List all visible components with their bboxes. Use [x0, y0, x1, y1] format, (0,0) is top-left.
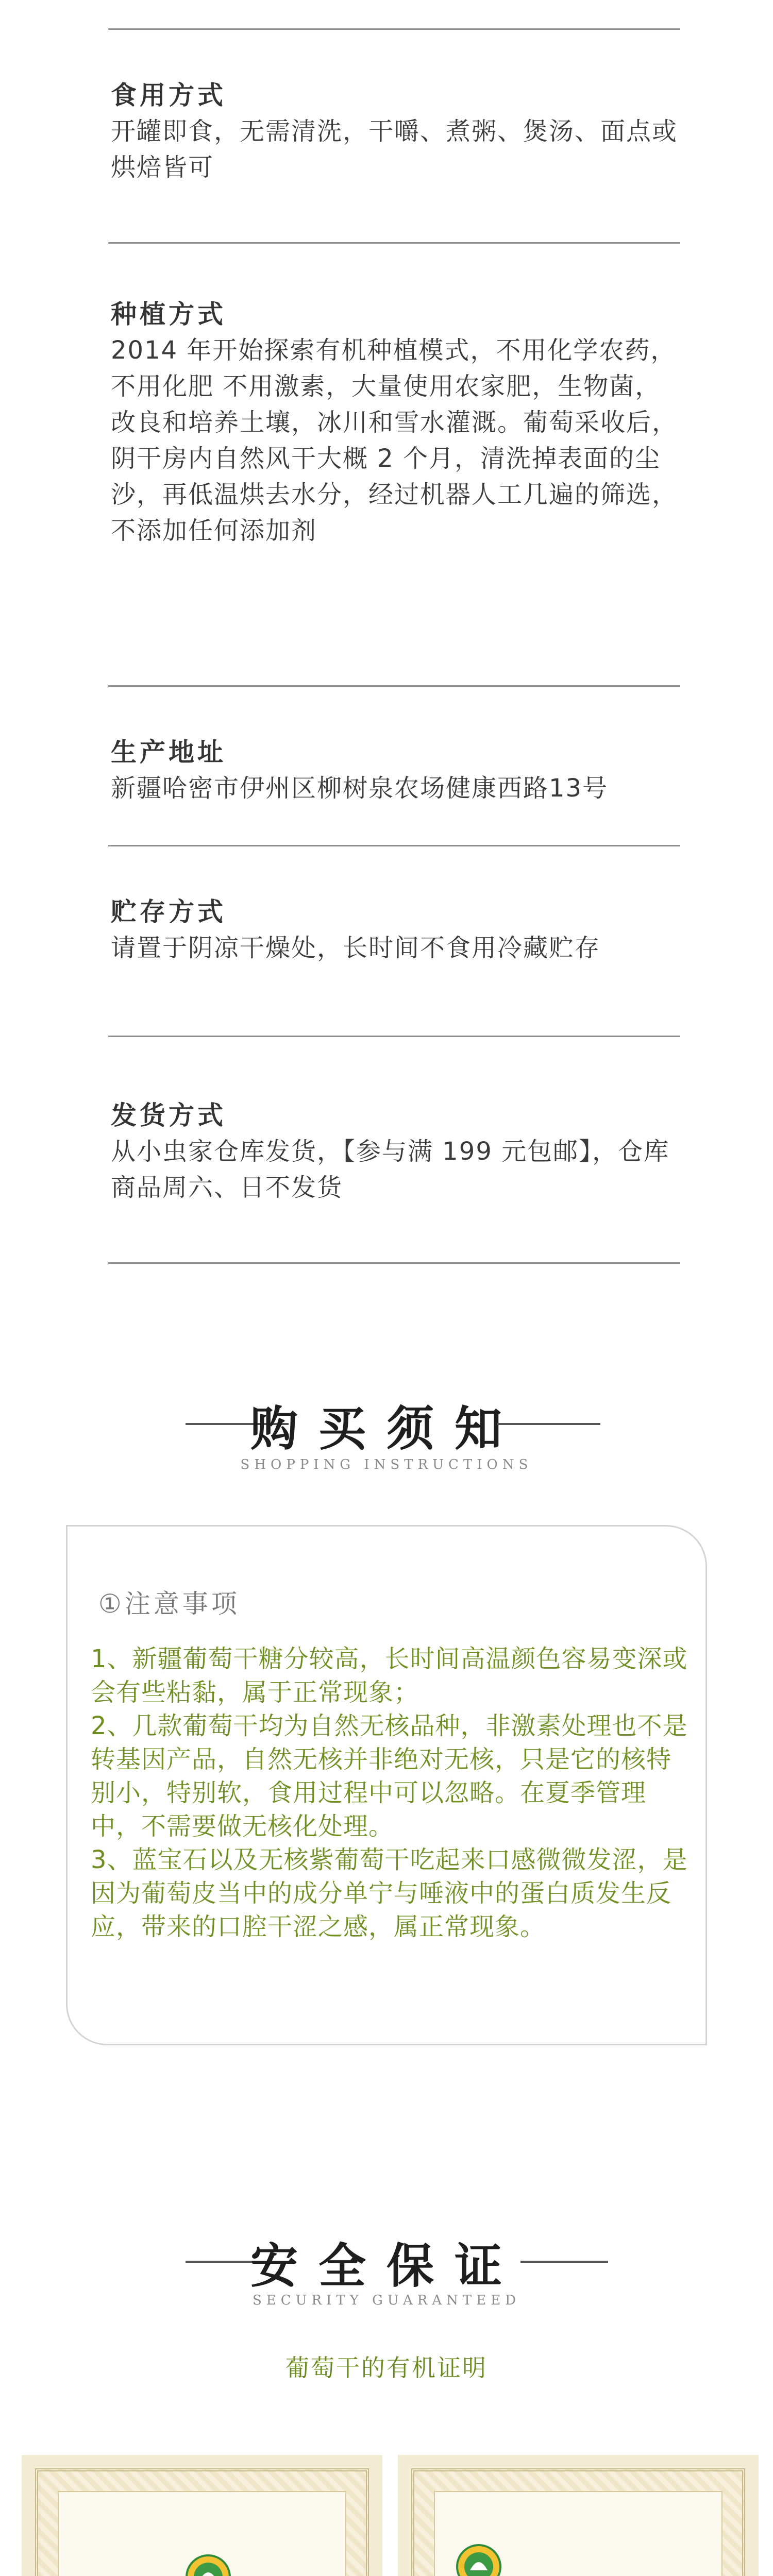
divider	[108, 845, 680, 846]
heading-line-right	[497, 1423, 600, 1425]
certificate-caption: 葡萄干的有机证明	[285, 2354, 488, 2382]
certificate-image	[22, 2455, 382, 2576]
divider	[108, 1036, 680, 1037]
certificate-sheet	[434, 2491, 722, 2576]
section-title: 贮存方式	[111, 897, 226, 927]
notice-item: 3、蓝宝石以及无核紫葡萄干吃起来口感微微发涩，是因为葡萄皮当中的成分单宁与唾液中的蛋白质发生反应，带来的口腔干涩之感，属正常现象。	[91, 1845, 688, 1941]
divider	[108, 685, 680, 687]
section-title: 发货方式	[111, 1100, 226, 1130]
certificate-sheet	[58, 2491, 346, 2576]
divider	[108, 1262, 680, 1264]
certificate-image	[398, 2455, 759, 2576]
notice-item: 2、几款葡萄干均为自然无核品种，非激素处理也不是转基因产品，自然无核并非绝对无核，只是它的核特别小，特别软，食用过程中可以忽略。在夏季管理中，不需要做无核化处理。	[91, 1711, 688, 1841]
notice-card	[66, 1525, 707, 2045]
section-body: 开罐即食，无需清洗，干嚼、煮粥、煲汤、面点或烘焙皆可	[111, 117, 678, 182]
security-title: 安全保证	[250, 2238, 523, 2294]
section-title: 生产地址	[111, 737, 226, 767]
section-body: 请置于阴凉干燥处，长时间不食用冷藏贮存	[111, 934, 601, 962]
heading-line-right	[520, 2261, 608, 2263]
security-subtitle: SECURITY GUARANTEED	[252, 2293, 521, 2308]
purchase-title: 购买须知	[250, 1401, 523, 1456]
organic-logo-icon	[185, 2554, 231, 2576]
notice-title: ①注意事项	[98, 1589, 240, 1619]
divider	[108, 242, 680, 244]
purchase-subtitle: SHOPPING INSTRUCTIONS	[240, 1457, 533, 1472]
organic-logo-icon	[456, 2544, 502, 2576]
section-body: 2014 年开始探索有机种植模式，不用化学农药，不用化肥 不用激素，大量使用农家肥，生物菌，改良和培养土壤，冰川和雪水灌溉。葡萄采收后，阴干房内自然风干大概 2 个月，清洗掉表面的尘沙，再低温烘去水分，经过机器人工几遍的筛选，不添加任何添加剂	[111, 336, 678, 545]
notice-item: 1、新疆葡萄干糖分较高，长时间高温颜色容易变深或会有些粘黏，属于正常现象；	[91, 1645, 688, 1707]
divider	[108, 28, 680, 30]
section-title: 食用方式	[111, 80, 226, 110]
section-body: 新疆哈密市伊州区柳树泉农场健康西路13号	[111, 774, 609, 803]
section-title: 种植方式	[111, 299, 226, 329]
section-body: 从小虫家仓库发货，【参与满 199 元包邮】，仓库商品周六、日不发货	[111, 1137, 670, 1202]
